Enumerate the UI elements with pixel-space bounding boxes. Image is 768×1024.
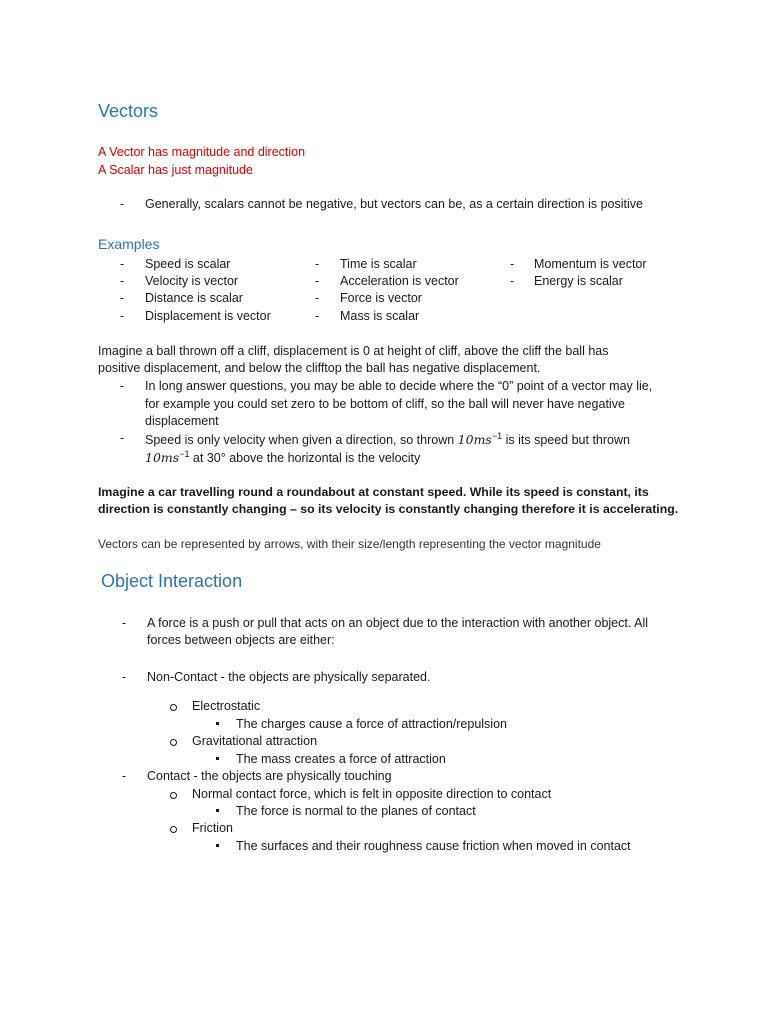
example-item: Acceleration is vector	[340, 274, 459, 288]
example-item: Mass is scalar	[340, 309, 420, 323]
zero-point-line: In long answer questions, you may be able to decide where the “0” point of a vector may lie,	[145, 379, 653, 393]
square-bullet-icon	[216, 722, 219, 725]
dash-bullet: -	[120, 291, 125, 305]
def-vector: A Vector has magnitude and direction	[98, 145, 306, 159]
circle-bullet-icon	[170, 826, 177, 833]
dash-bullet: -	[122, 616, 127, 630]
speed-text: is its speed but thrown	[502, 433, 630, 448]
square-bullet-icon	[216, 757, 219, 760]
speed-velocity-line	[145, 431, 630, 447]
friction-detail: The surfaces and their roughness cause friction when moved in contact	[236, 839, 631, 853]
dash-bullet: -	[122, 769, 127, 783]
math-exponent: −1	[179, 449, 190, 459]
heading-object-interaction: Object Interaction	[101, 571, 243, 591]
dash-bullet: -	[120, 257, 125, 271]
force-definition-line: forces between objects are either:	[147, 633, 335, 647]
example-item: Energy is scalar	[534, 274, 623, 288]
arrows-note: Vectors can be represented by arrows, with their size/length representing the vector magnitude	[98, 537, 601, 551]
example-item: Force is vector	[340, 291, 422, 305]
dash-bullet: -	[510, 274, 515, 288]
heading-examples: Examples	[98, 236, 160, 252]
math-exponent: −1	[491, 431, 503, 441]
def-scalar: A Scalar has just magnitude	[98, 163, 253, 177]
normal-force-item: Normal contact force, which is felt in opposite direction to contact	[192, 787, 552, 801]
dash-bullet: -	[120, 274, 125, 288]
gravitational-item: Gravitational attraction	[192, 734, 318, 748]
car-paragraph-line: Imagine a car travelling round a roundabout at constant speed. While its speed is constant, its	[98, 485, 649, 499]
dash-bullet: -	[122, 670, 127, 684]
contact-item: Contact - the objects are physically touching	[147, 769, 392, 783]
scalar-note: Generally, scalars cannot be negative, but vectors can be, as a certain direction is positive	[145, 197, 643, 211]
square-bullet-icon	[216, 809, 219, 812]
square-bullet-icon	[216, 844, 219, 847]
force-definition-line: A force is a push or pull that acts on an object due to the interaction with another object. All	[147, 616, 649, 630]
math-speed: 10ms	[457, 432, 492, 448]
example-item: Distance is scalar	[145, 291, 243, 305]
circle-bullet-icon	[170, 792, 177, 799]
circle-bullet-icon	[170, 704, 177, 711]
friction-item: Friction	[192, 821, 233, 835]
dash-bullet: -	[120, 379, 125, 393]
non-contact-item: Non-Contact - the objects are physically separated.	[147, 670, 431, 684]
example-item: Momentum is vector	[534, 257, 647, 271]
dash-bullet: -	[120, 431, 125, 445]
gravitational-detail: The mass creates a force of attraction	[236, 752, 446, 766]
normal-force-detail: The force is normal to the planes of contact	[236, 804, 476, 818]
dash-bullet: -	[315, 309, 320, 323]
zero-point-line: for example you could set zero to be bottom of cliff, so the ball will never have negative	[145, 397, 625, 411]
ball-paragraph-line: Imagine a ball thrown off a cliff, displacement is 0 at height of cliff, above the cliff the ball has	[98, 344, 609, 358]
dash-bullet: -	[315, 291, 320, 305]
electrostatic-item: Electrostatic	[192, 699, 261, 713]
ball-paragraph-line: positive displacement, and below the clifftop the ball has negative displacement.	[98, 361, 541, 375]
example-item: Speed is scalar	[145, 257, 231, 271]
circle-bullet-icon	[170, 739, 177, 746]
dash-bullet: -	[315, 257, 320, 271]
speed-text: Speed is only velocity when given a direction, so thrown	[145, 433, 458, 448]
car-paragraph-line: direction is constantly changing – so its velocity is constantly changing therefore it is accelerating.	[98, 502, 679, 516]
example-item: Velocity is vector	[145, 274, 239, 288]
dash-bullet: -	[120, 197, 125, 211]
example-item: Time is scalar	[340, 257, 417, 271]
math-speed: 10ms	[145, 450, 180, 466]
dash-bullet: -	[315, 274, 320, 288]
heading-vectors: Vectors	[98, 101, 159, 121]
speed-text: at 30° above the horizontal is the velocity	[189, 451, 421, 466]
dash-bullet: -	[120, 309, 125, 323]
dash-bullet: -	[510, 257, 515, 271]
example-item: Displacement is vector	[145, 309, 271, 323]
speed-velocity-line	[145, 449, 420, 465]
electrostatic-detail: The charges cause a force of attraction/repulsion	[236, 717, 507, 731]
zero-point-line: displacement	[145, 414, 219, 428]
